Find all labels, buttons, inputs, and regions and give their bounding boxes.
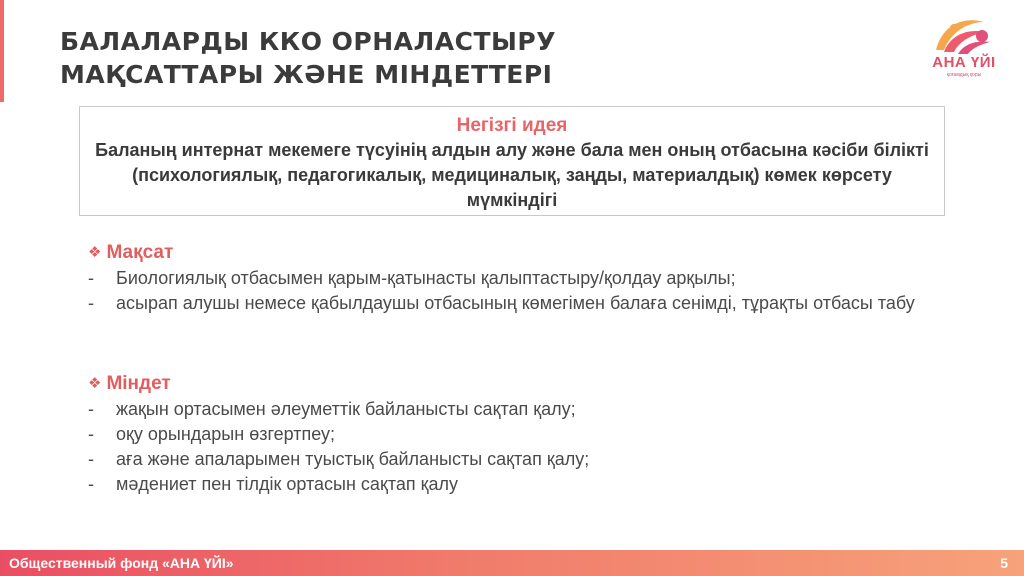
footer-bar — [0, 550, 1024, 576]
list-item — [88, 397, 948, 422]
dash-bullet: - — [88, 399, 94, 419]
dash-bullet: - — [88, 268, 94, 288]
goal-item-text: Биологиялық отбасымен қарым-қатынасты қалыптастыру/қолдау арқылы; — [116, 268, 736, 288]
dash-bullet: - — [88, 449, 94, 469]
goal-item-text: асырап алушы немесе қабылдаушы отбасының көмегімен балаға сенімді, тұрақты отбасы табу — [116, 293, 915, 313]
main-idea-box — [79, 106, 945, 216]
ana-uyi-logo — [927, 14, 1001, 90]
goal-list — [88, 266, 948, 316]
dash-bullet: - — [88, 474, 94, 494]
slide-title-line-2: МАҚСАТТАРЫ ЖӘНЕ МІНДЕТТЕРІ — [60, 60, 553, 89]
logo-tagline: қоғамдық қоры — [946, 72, 982, 78]
task-item-text: мәдениет пен тілдік ортасын сақтап қалу — [116, 474, 459, 494]
task-heading — [88, 371, 948, 397]
dash-bullet: - — [88, 424, 94, 444]
task-item-text: жақын ортасымен әлеуметтік байланысты сақтап қалу; — [116, 399, 576, 419]
task-list — [88, 397, 948, 497]
list-item — [88, 266, 948, 291]
list-item — [88, 291, 948, 316]
task-item-text: аға және апаларымен туыстық байланысты сақтап қалу; — [116, 449, 590, 469]
goal-section — [88, 240, 948, 316]
list-item — [88, 422, 948, 447]
goal-heading — [88, 240, 948, 266]
main-idea-heading: Негізгі идея — [456, 115, 568, 136]
list-item — [88, 447, 948, 472]
list-item — [88, 472, 948, 497]
diamond-bullet-icon: ❖ — [88, 243, 102, 261]
task-item-text: оқу орындарын өзгертпеу; — [116, 424, 336, 444]
main-idea-text: Баланың интернат мекемеге түсуінің алдын алу және бала мен оның отбасына кәсіби білікті (психологиялық, педагогикалық, медициналық, заңды, материалдық) көмек көрсету мүмкіндігі — [95, 140, 929, 210]
slide-title — [60, 25, 556, 91]
goal-heading-label: Мақсат — [106, 242, 174, 263]
logo-name: АНА ҮЙІ — [932, 54, 996, 71]
left-accent-bar — [0, 0, 4, 102]
slide-title-line-1: БАЛАЛАРДЫ ККО ОРНАЛАСТЫРУ — [60, 27, 557, 56]
logo-emblem-icon — [932, 14, 996, 56]
dash-bullet: - — [88, 293, 94, 313]
footer-organization: Общественный фонд «АНА ҮЙІ» — [9, 555, 234, 571]
task-heading-label: Міндет — [106, 373, 171, 394]
task-section — [88, 371, 948, 497]
page-number: 5 — [1000, 555, 1008, 571]
diamond-bullet-icon: ❖ — [88, 374, 102, 392]
